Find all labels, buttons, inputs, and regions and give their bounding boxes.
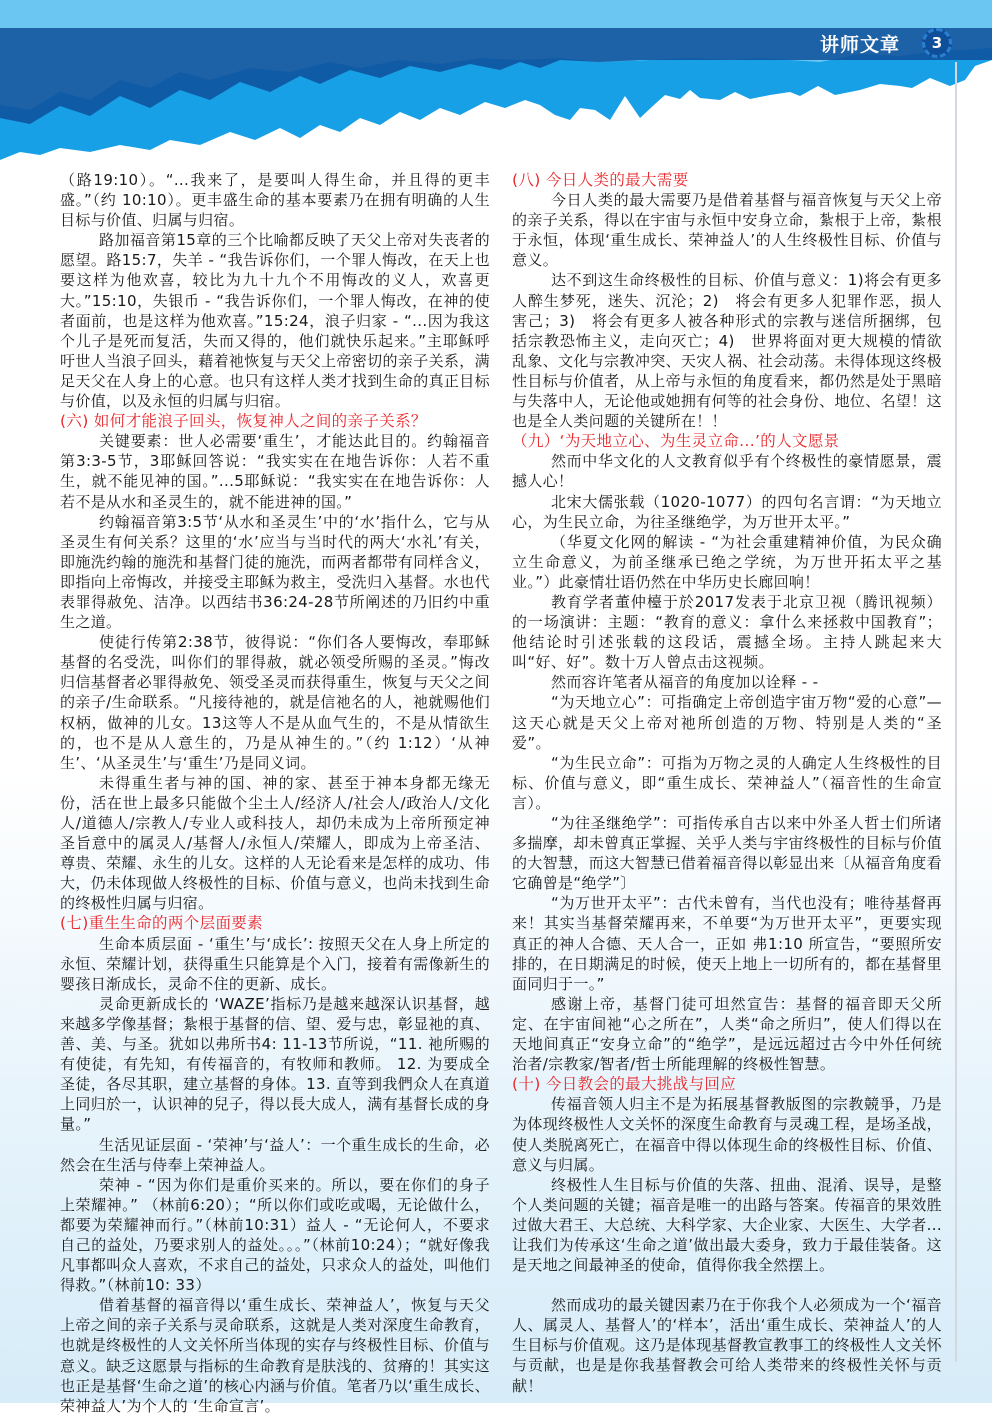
paragraph: （路19:10）。“...我来了，是要叫人得生命，并且得的更丰盛。”（约 10:10）。更丰盛生命的基本要素乃在拥有明确的人生目标与价值、归属与归宿。 <box>60 171 490 230</box>
paragraph: 荣神 - “因为你们是重价买来的。所以，要在你们的身子上荣耀神。” （林前6:20）；“所以你们或吃或喝，无论做什么，都要为荣耀神而行。”（林前10:31）益人 - “无论何人，不要求自己的益处，乃要求别人的益处。。。”（林前10:24）；“就好像我凡事都叫众人喜欢，不求自己的益处，只求众人的益处，叫他们得救。”（林前10: 33） <box>60 1175 490 1295</box>
paragraph: （华夏文化网的解读 - “为社会重建精神价值，为民众确立生命意义，为前圣继承已绝之学统，为万世开拓太平之基业。”）此豪情壮语仍然在中华历史长廊回响！ <box>512 532 942 591</box>
margin-rule <box>955 62 957 1362</box>
section-heading: （九）‘为天地立心、为生灵立命...’的人文愿景 <box>512 432 840 451</box>
paragraph: “为天地立心”：可指确定上帝创造宇宙万物“爱的心意”—这天心就是天父上帝对祂所创造的万物、特别是人类的“圣爱”。 <box>512 693 942 752</box>
paragraph: 灵命更新成长的 ‘WAZE’指标乃是越来越深认识基督，越来越多学像基督；紮根于基督的信、望、爱与忠，彰显祂的真、善、美、与圣。犹如以弗所书4: 11-13节所说，“11. 祂所赐的有使徒，有先知，有传福音的，有牧师和教师。 12. 为要成全圣徒，各尽其职，建立基督的身体。13. 直等到我們众人在真道上同归於一，认识神的兒子，得以長大成人，满有基督长成的身量。” <box>60 994 490 1134</box>
torn-paper-banner-graphic <box>0 0 992 165</box>
paragraph: 使徒行传第2:38节，彼得说：“你们各人要悔改，奉耶稣基督的名受洗，叫你们的罪得赦，就必领受所赐的圣灵。”悔改归信基督者必罪得赦免、领受圣灵而获得重生，恢复与天父之间的亲子/生命联系。“凡接待祂的，就是信祂名的人，祂就赐他们权柄，做神的儿女。13这等人不是从血气生的，不是从情欲生的，也不是从人意生的，乃是从神生的。”（约 1:12）‘从神生’、‘从圣灵生’与‘重生’乃是同义词。 <box>60 633 490 772</box>
page-header-banner <box>0 0 992 165</box>
paragraph: 然而成功的最关键因素乃在于你我个人必须成为一个‘福音人、属灵人、基督人’的‘样本’，活出‘重生成长、荣神益人’的人生目标与价值观。这乃是体现基督教宣教事工的终极性人文关怀与贡献，也是是你我基督教会可给人类带来的终极性关怀与贡献！ <box>512 1296 942 1395</box>
paragraph: “为往圣继绝学”：可指传承自古以来中外圣人哲士们所诸多揣摩，却未曾真正掌握、关乎人类与宇宙终极性的目标与价值的大智慧，而这大智慧已借着福音得以彰显出来〔从福音角度看它确曾是“绝学”〕 <box>512 814 942 893</box>
paragraph: “为万世开太平”：古代未曾有，当代也没有；唯待基督再来！其实当基督荣耀再来，不单要“为万世开太平”，更要实现真正的神人合德、天人合一，正如 弗1:10 所宣告，“要照所安排的，在日期满足的时候，使天上地上一切所有的，都在基督里面同归于一。” <box>512 894 942 993</box>
paragraph: 终极性人生目标与价值的失落、扭曲、混淆、误导，是整个人类问题的关键；福音是唯一的出路与答案。传福音的果效胜过做大君王、大总统、大科学家、大企业家、大医生、大学者...让我们为传承这‘生命之道’做出最大委身，致力于最佳装备。这是天地之间最神圣的使命，值得你我全然摆上。 <box>512 1175 942 1275</box>
left-column <box>60 170 490 1416</box>
paragraph: 约翰福音第3:5节‘从水和圣灵生’中的‘水’指什么，它与从圣灵生有何关系？这里的‘水’应当与当时代的两大‘水礼’有关，即施洗约翰的施洗和基督门徒的施洗，而两者都带有同样含义，即指向上帝悔改，并接受主耶稣为救主，受洗归入基督。水也代表罪得赦免、洁净。以西结书36:24-28节所阐述的乃旧约中重生之道。 <box>60 512 490 632</box>
paragraph: 关键要素：世人必需要‘重生’，才能达此目的。约翰福音第3:3-5节，3耶稣回答说：“我实实在在地告诉你：人若不重生，就不能见神的国。”...5耶稣说：“我实实在在地告诉你：人若不是从水和圣灵生的，就不能进神的国。” <box>60 432 490 511</box>
paragraph: 达不到这生命终极性的目标、价值与意义：1)将会有更多人醉生梦死，迷失、沉沦；2) 将会有更多人犯罪作恶，损人害己；3) 将会有更多人被各种形式的宗教与迷信所捆绑，包括宗教恐怖主义，走向灭亡；4) 世界将面对更大规模的情欲乱象、文化与宗教冲突、天灾人祸、社会动荡。未得体现这终极性目标与价值者，从上帝与永恒的角度看来，都仍然是处于黑暗与失落中人，无论他或她拥有何等的社会身份、地位、名望！这也是全人类问题的关键所在！！ <box>512 271 942 431</box>
section-heading: (八) 今日人类的最大需要 <box>512 171 689 189</box>
section-title-strip <box>820 28 952 58</box>
paragraph: 然而容许笔者从福音的角度加以诠释 - - <box>551 673 819 692</box>
paragraph: 教育学者董仲檯于於2017发表于北京卫视（腾讯视频）的一场演讲：主题：“教育的意义：拿什么来拯救中国教育”；他结论时引述张载的这段话，震撼全场。主持人跳起来大叫“好、好”。数十万人曾点击这视频。 <box>512 592 942 672</box>
paragraph: 生活见证层面 - ‘荣神’与‘益人’：一个重生成长的生命，必然会在生活与侍奉上荣神益人。 <box>60 1135 490 1174</box>
paragraph: 传福音领人归主不是为拓展基督教版图的宗教競爭，乃是为体现终极性人文关怀的深度生命教育与灵魂工程，是场圣战，使人类脱离死亡，在福音中得以体现生命的终极性目标、价值、意义与归属。 <box>512 1095 942 1174</box>
section-heading: (六) 如何才能浪子回头，恢复神人之间的亲子关系？ <box>60 412 427 431</box>
paragraph: 生命本质层面 - ‘重生’与‘成长’: 按照天父在人身上所定的永恒、荣耀计划，获得重生只能算是个入门，接着有需像新生的婴孩日渐成长，灵命不住的更新、成长。 <box>60 934 490 993</box>
paragraph: “为生民立命”：可指为万物之灵的人确定人生终极性的目标、价值与意义，即“重生成长、荣神益人”（福音性的生命宣言）。 <box>512 753 942 812</box>
paragraph: 未得重生者与神的国、神的家、甚至于神本身都无缘无份，活在世上最多只能做个尘土人/经济人/社会人/政治人/文化人/道德人/宗教人/专业人或科技人，却仍未成为上帝所预定神圣旨意中的属灵人/基督人/永恒人/荣耀人，即成为上帝圣洁、尊贵、荣耀、永生的儿女。这样的人无论看来是怎样的成功、伟大，仍未体现做人终极性的目标、价值与意义，也尚未找到生命的终极性归属与归宿。 <box>60 773 490 913</box>
page-number-badge: 3 <box>922 28 952 58</box>
paragraph: 借着基督的福音得以‘重生成长、荣神益人’，恢复与天父上帝之间的亲子关系与灵命联系，这就是人类对深度生命教育，也就是终极性的人文关怀所当体现的实存与终极性目标、价值与意义。缺乏这愿景与指标的生命教育是肤浅的、贫瘠的！其实这也正是基督‘生命之道’的核心内涵与价值。笔者乃以‘重生成长、荣神益人’为个人的 ‘生命宣言’。 <box>60 1296 490 1415</box>
paragraph: 路加福音第15章的三个比喻都反映了天父上帝对失丧者的愿望。路15:7，失羊 - “我告诉你们，一个罪人悔改，在天上也要这样为他欢喜，较比为九十九个不用悔改的义人，欢喜更大。”15:10，失银币 - “我告诉你们，一个罪人悔改，在神的使者面前，也是这样为他欢喜。”15:24，浪子归家 - “...因为我这个儿子是死而复活，失而又得的，他们就快乐起来。”主耶稣呼吁世人当浪子回头，藉着祂恢复与天父上帝密切的亲子关系，满足天父在人身上的心意。也只有这样人类才找到生命的真正目标与价值，以及永恒的归属与归宿。 <box>60 231 490 411</box>
paragraph: 北宋大儒张载（1020-1077）的四句名言谓：“为天地立心，为生民立命，为往圣继绝学，为万世开太平。” <box>512 492 942 531</box>
section-heading: (七)重生生命的两个层面要素 <box>60 914 263 933</box>
paragraph: 今日人类的最大需要乃是借着基督与福音恢复与天父上帝的亲子关系，得以在宇宙与永恒中安身立命，紮根于上帝，紮根于永恒，体现‘重生成长、荣神益人’的人生终极性目标、价值与意义。 <box>512 191 942 270</box>
right-column <box>512 170 942 1396</box>
paragraph: 感谢上帝，基督门徒可坦然宣告：基督的福音即天父所定、在宇宙间祂“心之所在”，人类“命之所归”，使人们得以在天地间真正“安身立命”的“绝学”，是远远超过古今中外任何统治者/宗教家/智者/哲士所能理解的终极性智慧。 <box>512 994 942 1074</box>
section-title: 讲师文章 <box>819 33 900 56</box>
paragraph: 然而中华文化的人文教育似乎有个终极性的豪情愿景，震撼人心！ <box>512 452 942 491</box>
section-heading: (十) 今日教会的最大挑战与回应 <box>512 1075 737 1094</box>
